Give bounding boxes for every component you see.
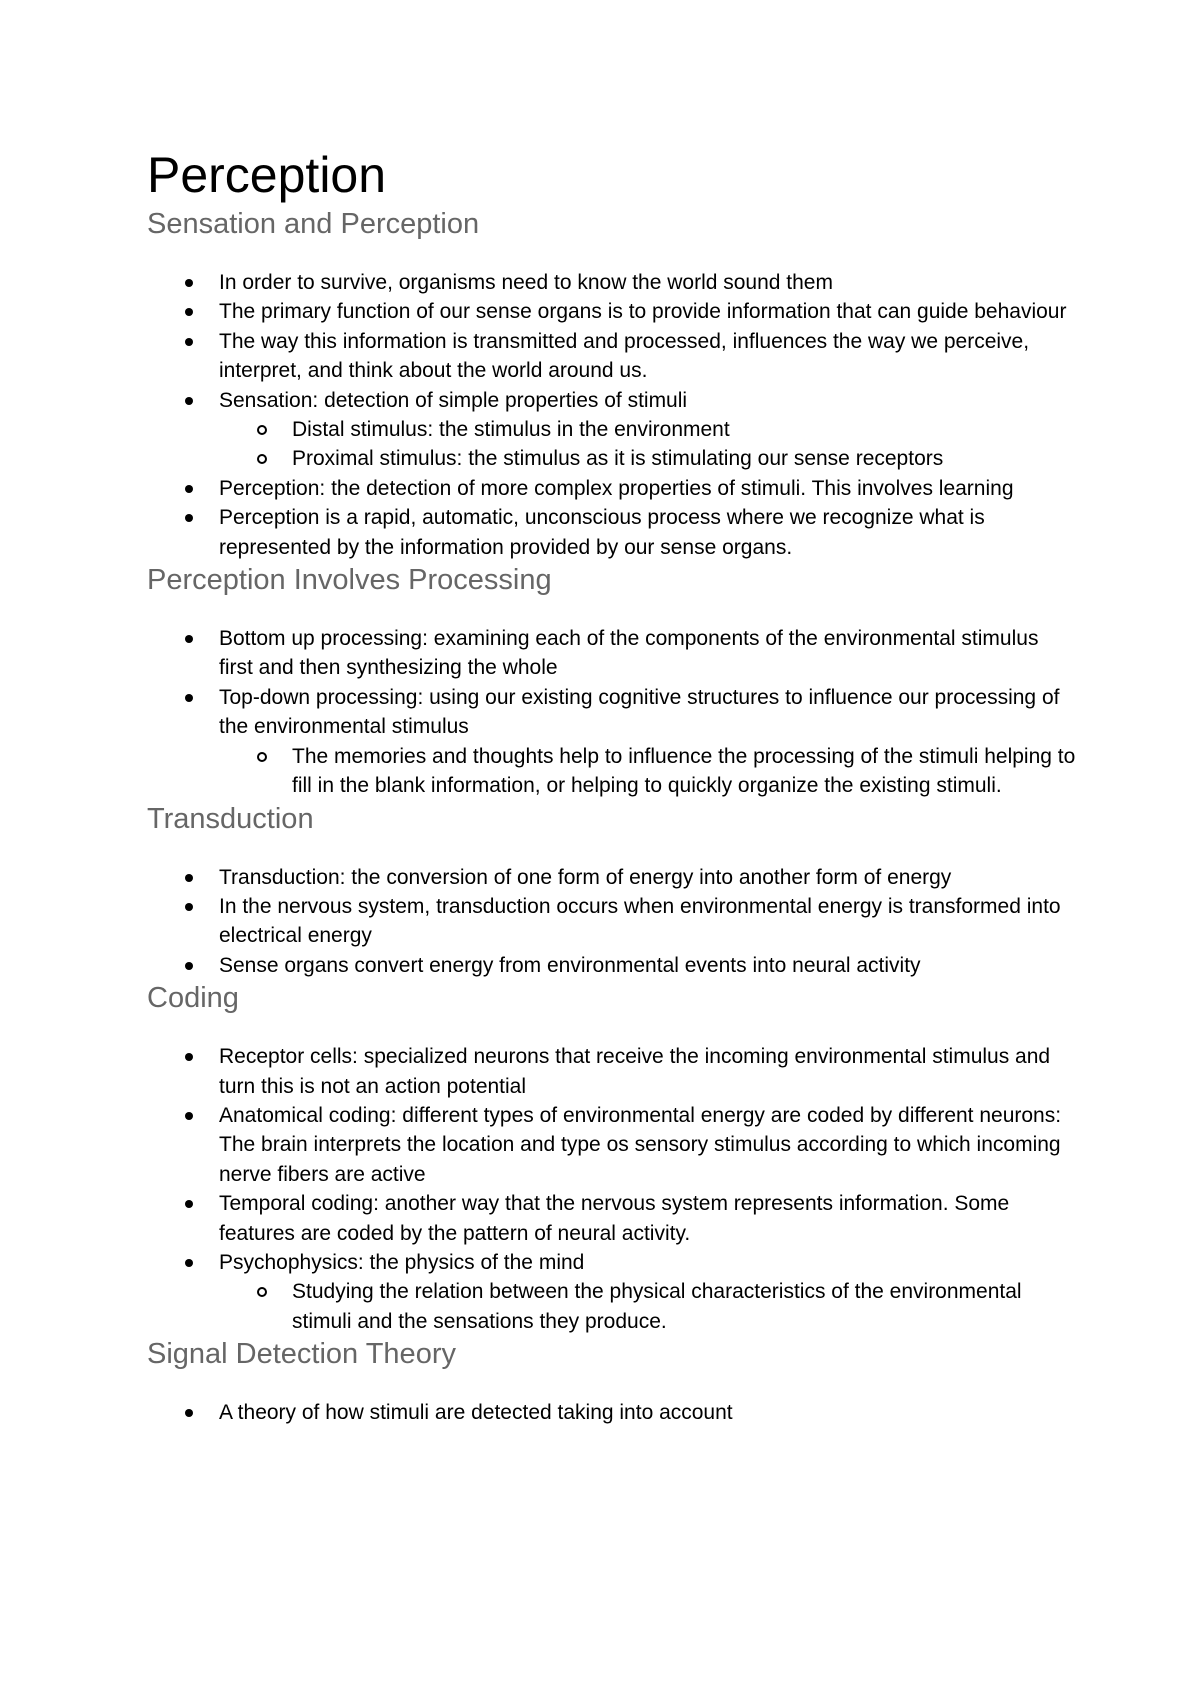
bullet-icon <box>185 1409 193 1417</box>
list-item <box>147 624 1077 683</box>
list-item-text: Temporal coding: another way that the nervous system represents information. Some features are coded by the pattern of neural activity. <box>219 1192 1010 1245</box>
sub-list-item <box>147 444 1077 473</box>
list-item-text: Transduction: the conversion of one form of energy into another form of energy <box>219 865 952 889</box>
section <box>147 801 1077 981</box>
section <box>147 206 1077 562</box>
hollow-bullet-icon <box>257 752 267 762</box>
list-item-text: Psychophysics: the physics of the mind <box>219 1250 585 1274</box>
section-heading: Signal Detection Theory <box>147 1338 456 1371</box>
list-item-text: Proximal stimulus: the stimulus as it is stimulating our sense receptors <box>292 447 944 471</box>
bullet-list <box>147 1398 1077 1427</box>
list-item-text: Distal stimulus: the stimulus in the environment <box>292 418 730 442</box>
bullet-icon <box>185 397 193 405</box>
bullet-list <box>147 268 1077 562</box>
hollow-bullet-icon <box>257 425 267 435</box>
list-item-text: The primary function of our sense organs is to provide information that can guide behaviour <box>219 300 1067 324</box>
list-item-text: Top-down processing: using our existing cognitive structures to influence our processing of the environmental stimulus <box>219 685 1060 739</box>
list-item <box>147 683 1077 742</box>
sub-list-item <box>147 415 1077 444</box>
list-item <box>147 1398 1077 1427</box>
list-item <box>147 863 1077 892</box>
sub-list-item <box>147 1277 1077 1336</box>
bullet-icon <box>185 1053 193 1061</box>
bullet-list <box>147 1042 1077 1336</box>
section-heading: Sensation and Perception <box>147 208 480 240</box>
list-item <box>147 1189 1077 1248</box>
list-item <box>147 503 1077 562</box>
list-item-text: The way this information is transmitted and processed, influences the way we perceive, interpret, and think about the world around us. <box>219 329 1030 383</box>
bullet-icon <box>185 1259 193 1267</box>
bullet-icon <box>185 338 193 346</box>
bullet-icon <box>185 874 193 882</box>
document-title: Perception <box>147 147 387 203</box>
document-body <box>147 146 1077 1428</box>
list-item <box>147 474 1077 503</box>
bullet-icon <box>185 903 193 911</box>
list-item-text: The memories and thoughts help to influence the processing of the stimuli helping to fill in the blank information, or helping to quickly organize the existing stimuli. <box>292 744 1076 798</box>
section-heading: Transduction <box>147 802 314 835</box>
list-item-text: Sense organs convert energy from environmental events into neural activity <box>219 953 921 977</box>
list-item-text: Sensation: detection of simple properties of stimuli <box>219 388 688 412</box>
list-item-text: In the nervous system, transduction occurs when environmental energy is transformed into electrical energy <box>219 894 1061 948</box>
section <box>147 980 1077 1336</box>
bullet-icon <box>185 279 193 287</box>
bullet-list <box>147 624 1077 800</box>
section <box>147 1336 1077 1427</box>
list-item-text: Bottom up processing: examining each of the components of the environmental stimulus first and then synthesizing the whole <box>219 627 1039 680</box>
list-item <box>147 386 1077 415</box>
bullet-icon <box>185 514 193 522</box>
section <box>147 562 1077 800</box>
hollow-bullet-icon <box>257 454 267 464</box>
list-item-text: Perception is a rapid, automatic, unconscious process where we recognize what is represented by the information provided by our sense organs. <box>219 506 985 559</box>
section-heading: Perception Involves Processing <box>147 564 552 597</box>
list-item <box>147 1042 1077 1101</box>
list-item-text: Studying the relation between the physical characteristics of the environmental stimuli and the sensations they produce. <box>292 1280 1022 1333</box>
bullet-icon <box>185 962 193 970</box>
list-item-text: In order to survive, organisms need to know the world sound them <box>219 271 833 294</box>
sections-container <box>147 206 1077 1428</box>
list-item-text: Anatomical coding: different types of environmental energy are coded by different neurons: The brain interprets the location and type os sensory stimulus according to which incoming nerve fibers are active <box>219 1103 1062 1186</box>
bullet-icon <box>185 485 193 493</box>
list-item-text: Perception: the detection of more complex properties of stimuli. This involves learning <box>219 476 1014 500</box>
bullet-icon <box>185 694 193 702</box>
list-item <box>147 1101 1077 1189</box>
section-heading: Coding <box>147 982 239 1015</box>
list-item <box>147 1248 1077 1277</box>
list-item <box>147 268 1077 297</box>
bullet-icon <box>185 1112 193 1120</box>
bullet-icon <box>185 635 193 643</box>
list-item-text: A theory of how stimuli are detected taking into account <box>219 1401 733 1425</box>
sub-list-item <box>147 742 1077 801</box>
list-item <box>147 951 1077 980</box>
list-item <box>147 892 1077 951</box>
list-item-text: Receptor cells: specialized neurons that receive the incoming environmental stimulus and turn this is not an action potential <box>219 1045 1051 1098</box>
list-item <box>147 327 1077 386</box>
bullet-list <box>147 863 1077 981</box>
bullet-icon <box>185 308 193 316</box>
list-item <box>147 297 1077 326</box>
hollow-bullet-icon <box>257 1287 267 1297</box>
bullet-icon <box>185 1200 193 1208</box>
